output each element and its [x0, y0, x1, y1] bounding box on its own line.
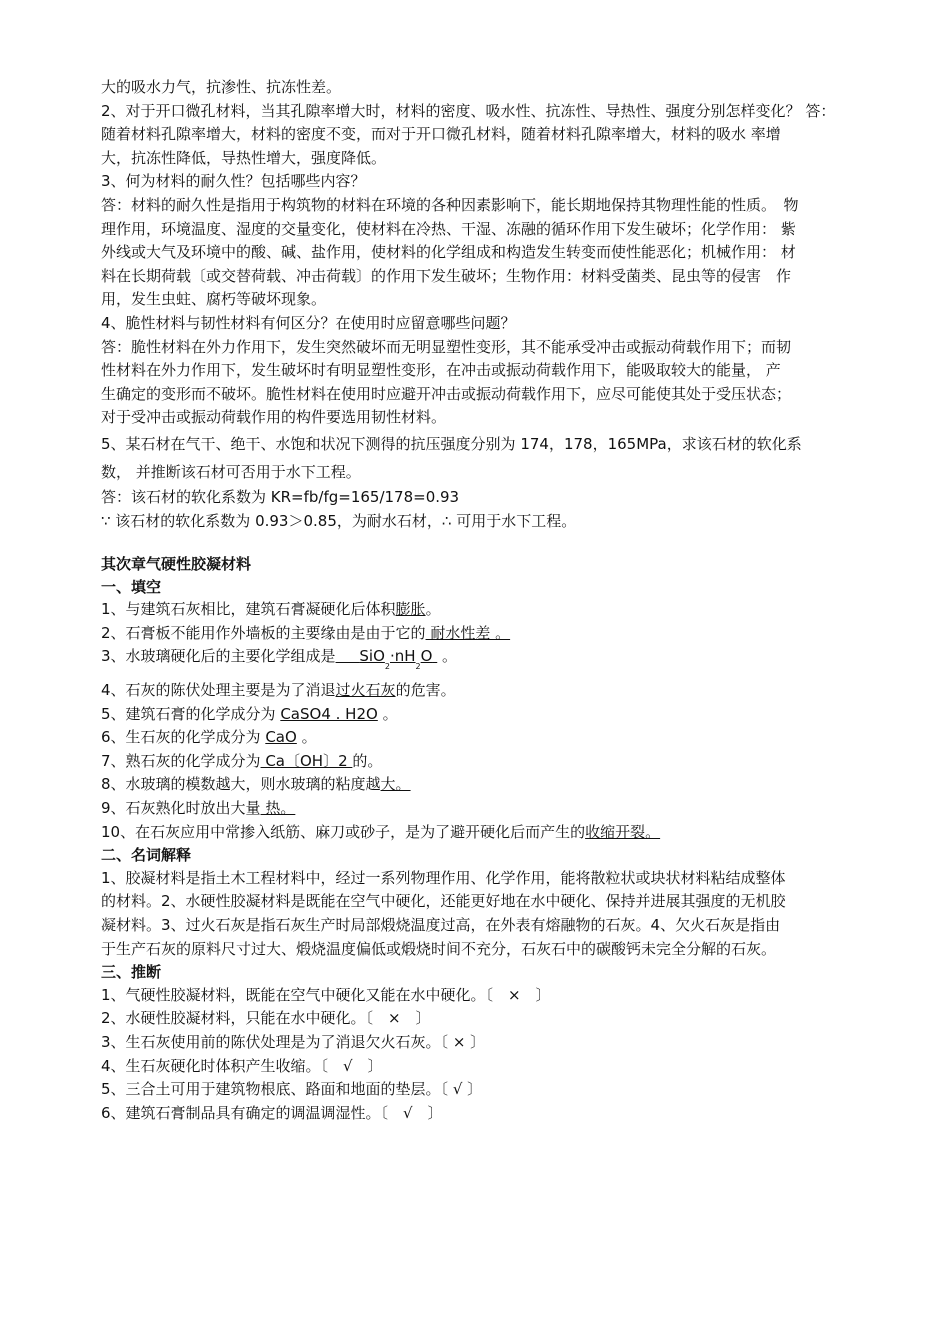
text-line: 对于受冲击或振动荷载作用的构件要选用韧性材料。: [101, 408, 447, 427]
judge-section: [101, 961, 871, 1125]
answer-part: SiO: [359, 647, 385, 666]
fill-heading: 一、填空: [101, 577, 162, 596]
question-text: 的。: [352, 751, 383, 770]
fill-question-1: [101, 598, 871, 622]
subscript: 2: [384, 662, 390, 672]
answer: CaSO4 . H2O: [280, 704, 378, 723]
fill-in-section: [101, 576, 871, 845]
answer: 大。: [380, 775, 411, 794]
fill-question-9: [101, 797, 871, 821]
text-line: 大的吸水力气，抗渗性、抗冻性差。: [101, 78, 342, 96]
answer: 热。: [260, 799, 296, 818]
judge-item: 3、生石灰使用前的陈伏处理是为了消退欠火石灰。〔 × 〕: [101, 1032, 486, 1051]
question-text: 。: [377, 704, 398, 723]
text-line: 的材料。2、水硬性胶凝材料是既能在空气中硬化，还能更好地在水中硬化、保持并进展其强度的无机胶: [101, 892, 786, 911]
question-text: 1、与建筑石灰相比，建筑石膏凝硬化后体积: [101, 600, 396, 619]
question-text: 。: [437, 647, 458, 666]
judge-item: 4、生石灰硬化时体积产生收缩。〔 √ 〕: [101, 1056, 383, 1075]
fill-question-4: [101, 679, 871, 703]
question-text: 4、石灰的陈伏处理主要是为了消退: [101, 681, 336, 700]
judge-item: 2、水硬性胶凝材料，只能在水中硬化。〔 × 〕: [101, 1009, 431, 1028]
text-line: 料在长期荷载〔或交替荷载、冲击荷载〕的作用下发生破坏；生物作用：材料受菌类、昆虫等的侵害 作: [101, 266, 792, 285]
answer: 膨胀: [395, 600, 426, 619]
document-page: [101, 76, 871, 1125]
chapter-title: 其次章气硬性胶凝材料: [101, 555, 252, 574]
question-text: 。: [296, 728, 317, 747]
fill-question-3: [101, 645, 871, 679]
fill-question-8: [101, 773, 871, 797]
question-text: 10、在石灰应用中常掺入纸筋、麻刀或砂子，是为了避开硬化后而产生的: [101, 822, 586, 841]
text-line: 答：材料的耐久性是指用于构筑物的材料在环境的各种因素影响下，能长期地保持其物理性能的性质。 物: [101, 195, 799, 214]
answer: 过火石灰: [335, 681, 396, 700]
judge-heading: 三、推断: [101, 963, 162, 982]
answer: 收缩开裂。: [585, 822, 661, 841]
text-line: 答：该石材的软化系数为 KR=fb/fg=165/178=0.93: [101, 487, 460, 506]
judge-item: 5、三合土可用于建筑物根底、路面和地面的垫层。〔 √ 〕: [101, 1080, 483, 1099]
text-line: 用，发生虫蛀、腐朽等破坏现象。: [101, 290, 327, 309]
fill-question-5: [101, 703, 871, 727]
question-5: 5、某石材在气干、绝干、水饱和状况下测得的抗压强度分别为 174，178，165MPa，求该石材的软化系: [101, 434, 802, 453]
question-text: 3、水玻璃硬化后的主要化学组成是: [101, 647, 336, 666]
answer-part: ·nH: [389, 647, 416, 666]
question-4: 4、脆性材料与韧性材料有何区分？在使用时应留意哪些问题？: [101, 313, 516, 332]
text-line: 大，抗冻性降低，导热性增大，强度降低。: [101, 148, 387, 167]
text-line: 性材料在外力作用下，发生破坏时有明显塑性变形，在冲击或振动荷载作用下，能吸取较大的能量， 产: [101, 361, 781, 380]
text-line: 理作用，环境温度、湿度的交量变化，使材料在冷热、干湿、冻融的循环作用下发生破坏；化学作用： 紫: [101, 219, 796, 238]
question-text: 6、生石灰的化学成分为: [101, 728, 266, 747]
text-line: 生确定的变形而不破坏。脆性材料在使用时应避开冲击或振动荷载作用下，应尽可能使其处于受压状态；: [101, 384, 792, 403]
answer: [336, 647, 438, 672]
section-gap: [101, 533, 871, 553]
text-line: 于生产石灰的原料尺寸过大、煅烧温度偏低或煅烧时间不充分，石灰石中的碳酸钙未完全分解的石灰。: [101, 939, 777, 958]
fill-question-10: [101, 821, 871, 845]
judge-item: 6、建筑石膏制品具有确定的调温调湿性。〔 √ 〕: [101, 1103, 443, 1122]
text-line: ∵ 该石材的软化系数为 0.93＞0.85，为耐水石材，∴ 可用于水下工程。: [101, 511, 577, 530]
fill-question-6: [101, 726, 871, 750]
text-line: 外线或大气及环境中的酸、碱、盐作用，使材料的化学组成和构造发生转变而使性能恶化；机械作用： 材: [101, 243, 796, 262]
question-text: 2、石膏板不能用作外墙板的主要缘由是由于它的: [101, 623, 426, 642]
fill-question-7: [101, 750, 871, 774]
subscript: 2: [415, 662, 421, 672]
text-line: 随着材料孔隙率增大，材料的密度不变，而对于开口微孔材料，随着材料孔隙率增大，材料的吸水 率增: [101, 125, 781, 144]
question-text: 的危害。: [395, 681, 456, 700]
text-line: 数， 并推断该石材可否用于水下工程。: [101, 462, 361, 481]
question-3: 3、何为材料的耐久性？包括哪些内容？: [101, 172, 366, 191]
answer: CaO: [265, 728, 297, 747]
text-line: 凝材料。3、过火石灰是指石灰生产时局部煅烧温度过高，在外表有熔融物的石灰。4、欠火石灰是指由: [101, 916, 781, 934]
text-line: 1、胶凝材料是指土木工程材料中，经过一系列物理作用、化学作用，能将散粒状或块状材料粘结成整体: [101, 868, 786, 887]
chapter-one-section: [101, 76, 871, 533]
answer-part: O: [420, 647, 433, 666]
answer: Ca〔OH〕2: [260, 751, 353, 770]
answer: 耐水性差 。: [425, 623, 511, 642]
terms-heading: 二、名词解释: [101, 846, 192, 865]
question-text: 5、建筑石膏的化学成分为: [101, 704, 281, 723]
terms-section: [101, 844, 871, 961]
question-text: 8、水玻璃的模数越大，则水玻璃的粘度越: [101, 775, 381, 794]
question-text: 9、石灰熟化时放出大量: [101, 799, 261, 818]
judge-item: 1、气硬性胶凝材料，既能在空气中硬化又能在水中硬化。〔 × 〕: [101, 985, 551, 1004]
question-text: 7、熟石灰的化学成分为: [101, 751, 261, 770]
question-2: 2、对于开口微孔材料，当其孔隙率增大时，材料的密度、吸水性、抗冻性、导热性、强度分别怎样变化？ 答：: [101, 101, 836, 120]
question-text: 。: [425, 600, 441, 619]
text-line: 答：脆性材料在外力作用下，发生突然破坏而无明显塑性变形，其不能承受冲击或振动荷载作用下；而韧: [101, 337, 792, 356]
fill-question-2: [101, 622, 871, 646]
